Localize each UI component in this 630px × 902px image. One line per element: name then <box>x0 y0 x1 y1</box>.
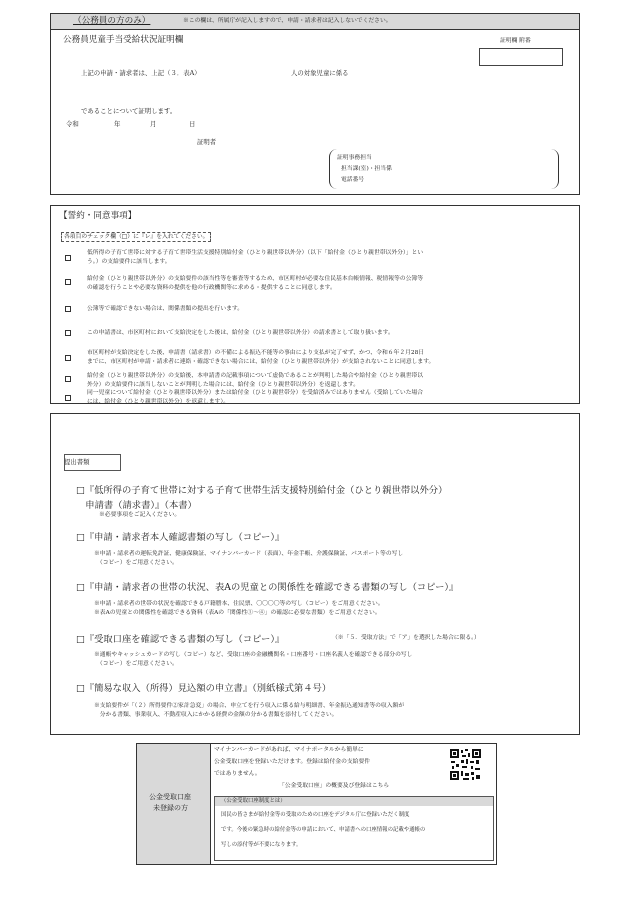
doc-note: ※表Aの児童との関係性を確認できる資料（表Aの「関係性①～④」の確認に必要な書類）をご用意ください。 <box>94 610 381 616</box>
pledge-checkbox[interactable] <box>65 255 71 261</box>
account-info-box <box>214 796 494 861</box>
pledge-text: この申請書は、市区町村において支給決定をした後は、給付金（ひとり親世帯以外分）の請求書として取り扱います。 <box>87 330 394 336</box>
account-section <box>136 743 497 865</box>
qr-code-graphic <box>449 748 482 781</box>
doc-heading: 申請書（請求書）』（本書） <box>76 500 197 511</box>
doc-note: ※支給要件が「（２）所得要件②家計急変」の場合、申立てを行う収入に係る給与明細書、年金振込通知書等の収入額が <box>94 703 405 709</box>
doc-heading-note: （※「５．受取方法」で「ア」を選択した場合に限る。） <box>332 635 480 641</box>
documents-title: 提出書類 <box>64 458 90 466</box>
certifier-label: 証明者 <box>197 138 217 146</box>
doc-note: 分かる書類、事業収入、不動産収入にかかる経費の金額の分かる書類を添付してください。 <box>94 712 338 718</box>
account-label-1: 公金受取口座 <box>149 793 191 801</box>
official-statement-1b: 人の対象児童に係る <box>291 69 349 77</box>
account-info-text-2: です。今後の緊急時の給付金等の申請において、申請書への口座情報の記載や通帳の <box>221 827 426 833</box>
official-certification-section <box>50 13 580 195</box>
pledge-title: 【誓約・同意事項】 <box>59 211 137 221</box>
doc-heading: □『申請・請求者の世帯の状況、表Aの児童との関係性を確認できる書類の写し（コピー）』 <box>76 582 459 593</box>
contact-line-1: 証明事務担当 <box>337 155 372 161</box>
contact-line-3: 電話番号 <box>341 177 365 183</box>
date-era: 令和 <box>66 120 79 128</box>
doc-note: （コピー）をご用意ください。 <box>94 560 178 566</box>
pledge-text: 公簿等で確認できない場合は、関係書類の提出を行います。 <box>87 306 244 312</box>
pledge-checkbox[interactable] <box>65 279 71 285</box>
pledge-instruction: 各項目のチェック欄（□）に『レ』を入れてください。 <box>61 232 211 242</box>
official-statement-2: であることについて証明します。 <box>81 107 177 115</box>
pledge-checkbox[interactable] <box>65 330 71 336</box>
pledge-text: 給付金（ひとり親世帯以外分）の支給後、本申請書の記載事項について虚偽であることが判明した場合や給付金（ひとり親世帯以 <box>87 373 424 379</box>
pledge-text: までに、市区町村が申請・請求者に連絡・確認できない場合には、給付金（ひとり親世帯以外分）が支給されないことに同意します。 <box>87 359 435 365</box>
account-text-2: 公金受取口座を登録いただけます。登録は給付金の支給要件 <box>214 759 371 765</box>
pledge-checkbox[interactable] <box>65 355 71 361</box>
account-text-1: マイナンバーカードがあれば、マイナポータルから簡単に <box>214 747 364 753</box>
contact-line-2: 担当課(室)・担当係 <box>341 166 392 172</box>
official-title: 公務員児童手当受給状況証明欄 <box>63 35 184 45</box>
account-text-3: ではありません。 <box>214 771 261 777</box>
doc-note: （コピー）をご用意ください。 <box>94 661 178 667</box>
pledge-text: 同一児童について給付金（ひとり親世帯以外分）または給付金（ひとり親世帯分）を受給済みではありません（受給していた場合 <box>87 390 424 396</box>
pledge-text: う。）の支給要件に該当します。 <box>87 259 171 265</box>
doc-heading: □『低所得の子育て世帯に対する子育て世帯生活支援特別給付金（ひとり親世帯以外分） <box>76 485 448 496</box>
account-info-title: （公金受取口座制度とは） <box>221 798 286 804</box>
doc-note: ※通帳やキャッシュカードの写し（コピー）など、受取口座の金融機関名・口座番号・口座名義人を確認できる部分の写し <box>94 652 413 658</box>
account-info-text-1: 国民の皆さまが給付金等の受取のための口座をデジタル庁に登録いただく制度 <box>221 812 410 818</box>
date-day: 日 <box>189 120 196 128</box>
pledge-text: 低所得の子育て世帯に対する子育て世帯生活支援特別給付金（ひとり親世帯以外分）（以下「給付金（ひとり親世帯以外分）」とい <box>87 250 424 256</box>
date-year: 年 <box>114 120 121 128</box>
cert-number-field[interactable] <box>479 48 563 66</box>
pledge-checkbox[interactable] <box>65 306 71 312</box>
doc-note: ※申請・請求者の世帯の状況を確認できる戸籍謄本、住民票、〇〇〇〇等の写し（コピー）をご用意ください。 <box>94 601 384 607</box>
documents-section <box>50 413 580 735</box>
doc-heading: □『受取口座を確認できる書類の写し（コピー）』 <box>76 634 285 645</box>
account-link[interactable]: 「公金受取口座」の概要及び登録はこちら <box>279 783 390 789</box>
pledge-section <box>50 205 580 404</box>
pledge-checkbox[interactable] <box>65 395 71 401</box>
doc-heading: □『簡易な収入（所得）見込額の申立書』（別紙様式第４号） <box>76 683 332 694</box>
pledge-text: には、給付金（ひとり親世帯以外分）を返還します）。 <box>87 399 230 405</box>
pledge-text: 外分）の支給要件に該当しないことが判明した場合には、給付金（ひとり親世帯以外分）を返還します。 <box>87 382 359 388</box>
doc-heading: □『申請・請求者本人確認書類の写し（コピー）』 <box>76 532 285 543</box>
documents-title-box <box>64 454 121 471</box>
pledge-text: 市区町村が支給決定をした後、申請書（請求書）の不備による振込不能等の事由により支払が完了せず、かつ、令和６年２月28日 <box>87 350 425 356</box>
account-label-2: 未登録の方 <box>153 804 188 812</box>
official-statement-1: 上記の申請・請求者は、上記（３．表A） <box>81 69 201 77</box>
doc-note: ※申請・請求者の運転免許証、健康保険証、マイナンバーカード（表面）、年金手帳、介護保険証、パスポート等の写し <box>94 551 404 557</box>
date-month: 月 <box>150 120 157 128</box>
official-tag: （公務員の方のみ） <box>73 16 151 26</box>
pledge-checkbox[interactable] <box>65 376 71 382</box>
cert-number-label: 証明欄 附番 <box>500 38 531 44</box>
doc-note: ※必要事項をご記入ください。 <box>99 512 181 518</box>
pledge-text: の確認を行うことや必要な資料の提供を他の行政機関等に求める・提供することに同意します。 <box>87 285 336 291</box>
qr-code-icon[interactable] <box>449 748 482 781</box>
account-info-text-3: 写しの添付等が不要になります。 <box>221 842 302 848</box>
official-note: ※この欄は、所属庁が記入しますので、申請・請求者は記入しないでください。 <box>183 18 392 24</box>
pledge-text: 給付金（ひとり親世帯以外分）の支給要件の該当性等を審査等するため、市区町村が必要な住民基本台帳情報、税情報等の公簿等 <box>87 276 423 282</box>
